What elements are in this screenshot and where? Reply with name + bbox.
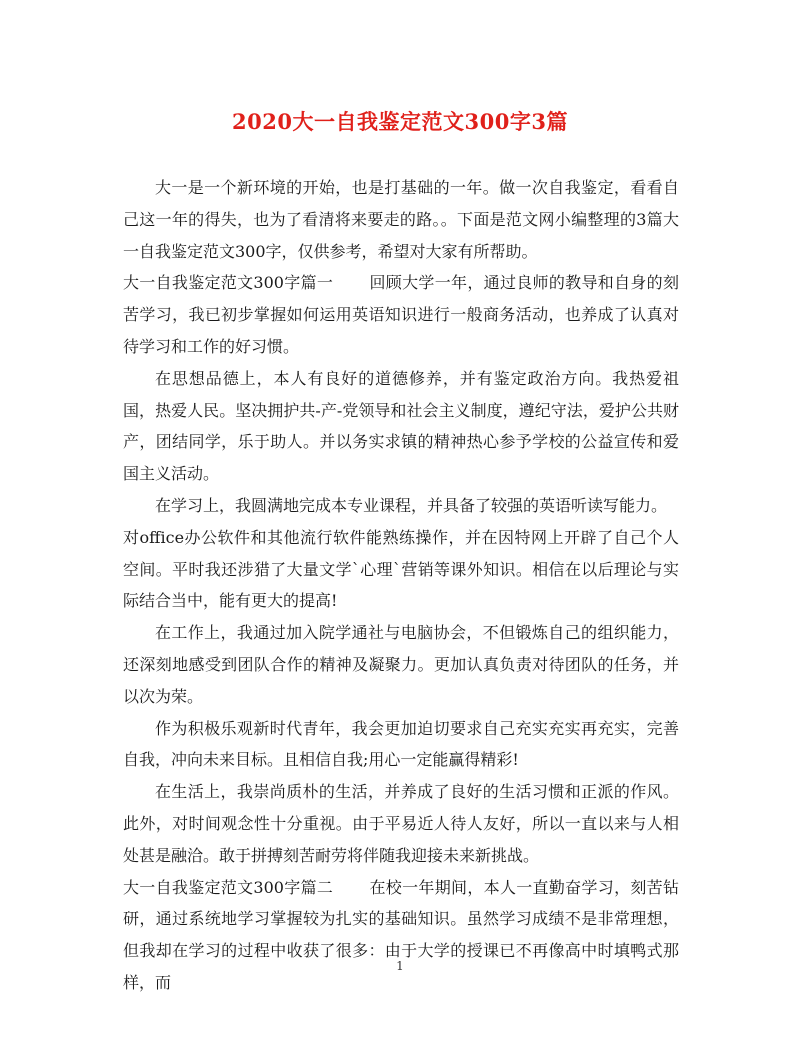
section1-first-paragraph	[123, 267, 679, 362]
section1-paragraph-work: 在工作上，我通过加入院学通社与电脑协会，不但锻炼自己的组织能力，还深刻地感受到团队合作的精神及凝聚力。更加认真负责对待团队的任务，并以次为荣。	[123, 623, 679, 706]
page-number: 1	[396, 959, 404, 973]
section1-paragraph-study: 在学习上，我圆满地完成本专业课程，并具备了较强的英语听读写能力。	[155, 495, 668, 515]
section1-paragraph-morality: 在思想品德上，本人有良好的道德修养，并有鉴定政治方向。我热爱祖国，热爱人民。坚决拥护共-产-党领导和社会主义制度，遵纪守法，爱护公共财产，团结同学，乐于助人。并以务实求镇的精神热心参予学校的公益宣传和爱国主义活动。	[123, 368, 679, 484]
section1-lead: 回顾大学一年，通过良师的教导和自身的刻苦学习，我已初步掌握如何运用英语知识进行一般商务活动，也养成了认真对待学习和工作的好习惯。	[123, 273, 679, 356]
section1-heading: 大一自我鉴定范文300字篇一	[123, 273, 334, 293]
section1-paragraph-life: 在生活上，我崇尚质朴的生活，并养成了良好的生活习惯和正派的作风。此外，对时间观念性十分重视。由于平易近人待人友好，所以一直以来与人相处甚是融洽。敢于拼搏刻苦耐劳将伴随我迎接未来新挑战。	[123, 782, 679, 865]
section1-paragraph-software: 对office办公软件和其他流行软件能熟练操作，并在因特网上开辟了自己个人空间。平时我还涉猎了大量文学`心理`营销等课外知识。相信在以后理论与实际结合当中，能有更大的提高!	[123, 527, 679, 611]
section2-lead: 在校一年期间，本人一直勤奋学习，刻苦钻研，通过系统地学习掌握较为扎实的基础知识。虽然学习成绩不是非常理想，但我却在学习的过程中收获了很多：由于大学的授课已不再像高中时填鸭式那样，而	[123, 877, 679, 992]
document-body	[123, 172, 679, 999]
document-title: 2020大一自我鉴定范文300字3篇	[232, 109, 568, 134]
section2-heading: 大一自我鉴定范文300字篇二	[123, 877, 334, 897]
section2-first-paragraph	[123, 872, 679, 999]
section1-paragraph-youth: 作为积极乐观新时代青年，我会更加迫切要求自己充实充实再充实，完善自我，冲向未来目标。且相信自我;用心一定能赢得精彩!	[123, 718, 679, 770]
intro-paragraph: 大一是一个新环境的开始，也是打基础的一年。做一次自我鉴定，看看自己这一年的得失，也为了看清将来要走的路。。下面是范文网小编整理的3篇大一自我鉴定范文300字，仅供参考，希望对大家有所帮助。	[123, 178, 679, 261]
